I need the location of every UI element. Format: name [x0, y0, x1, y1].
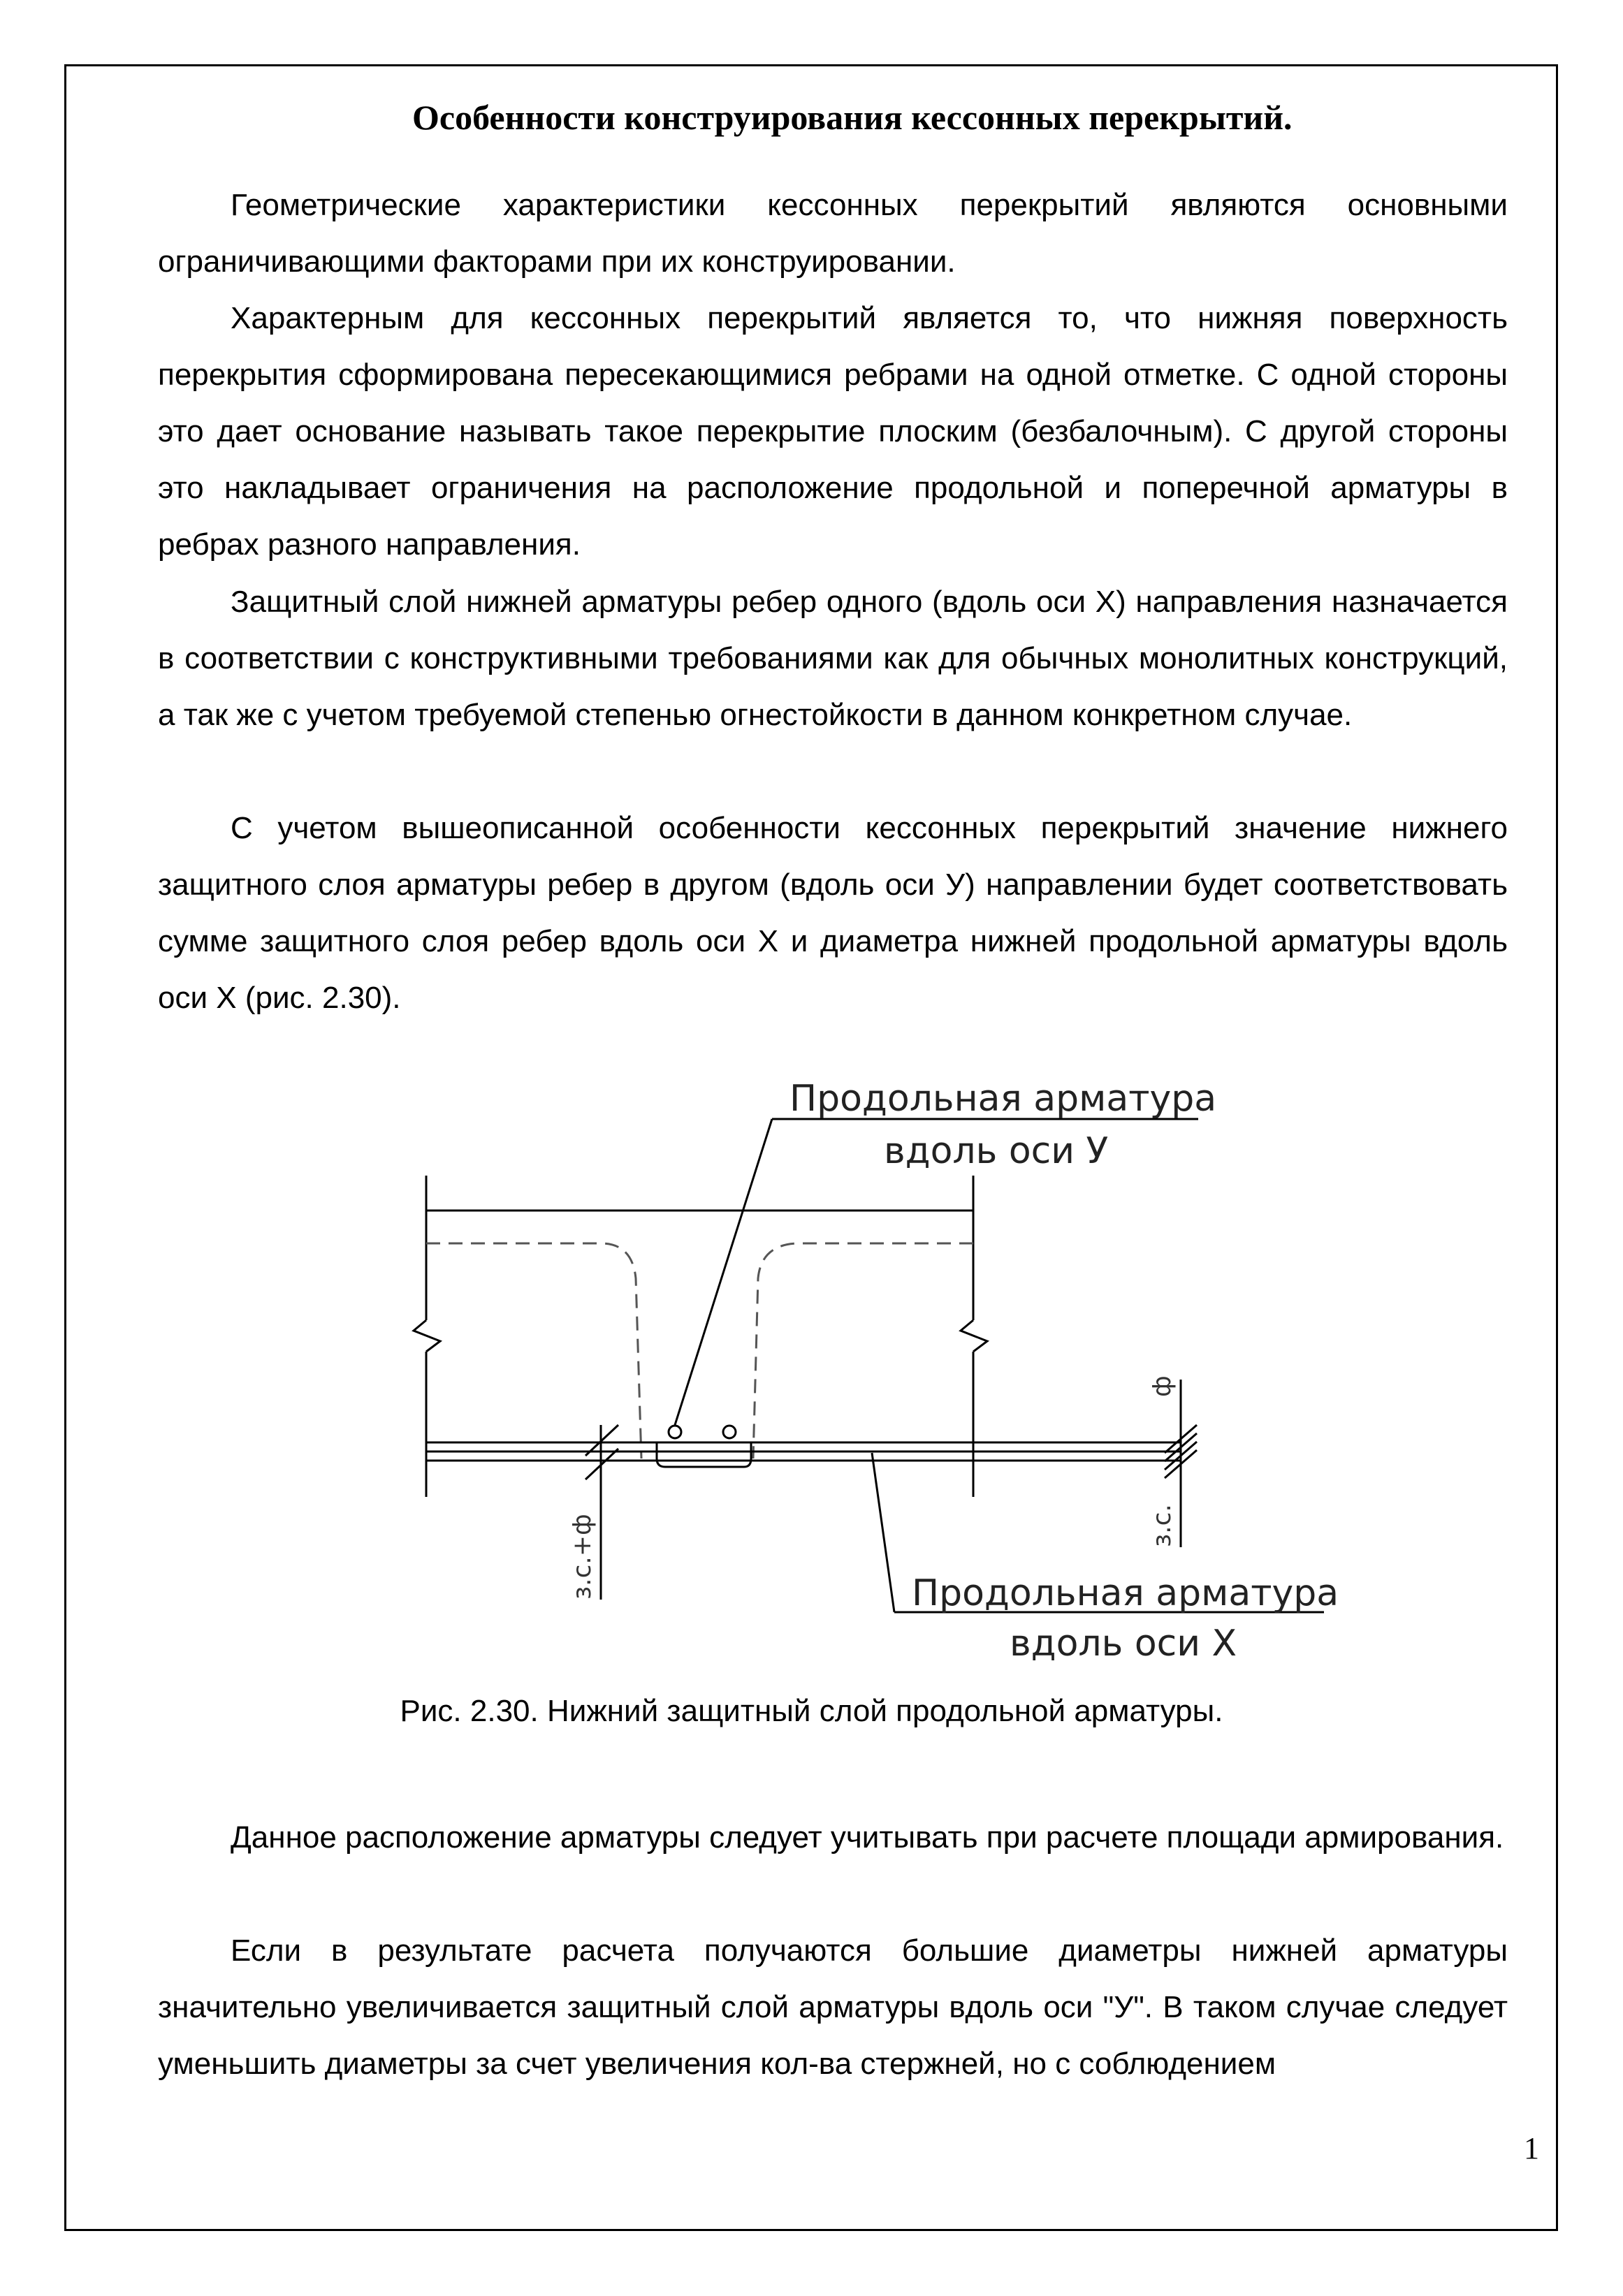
figure-caption: Рис. 2.30. Нижний защитный слой продольной арматуры. [400, 1694, 1223, 1728]
label-x-line1: Продольная арматура [912, 1572, 1339, 1614]
dim-left-label: з.с.+ф [568, 1514, 597, 1600]
page-number: 1 [1524, 2131, 1539, 2165]
dim-right-bottom-label: з.с. [1148, 1504, 1177, 1547]
paragraph-2: Характерным для кессонных перекрытий является то, что нижняя поверхность перекрытия сформирована пересекающимися ребрами на одной отметке. С одной стороны это дает основание называть такое перекрытие плоским (безбалочным). С другой стороны это накладывает ограничения на расположение продольной и поперечной арматуры в ребрах разного направления. [158, 301, 1508, 562]
label-y-line2: вдоль оси У [884, 1130, 1109, 1172]
paragraph-6: Если в результате расчета получаются большие диаметры нижней арматуры значительно увеличивается защитный слой арматуры вдоль оси "У". В таком случае следует уменьшить диаметры за счет увеличения кол-ва стержней, но с соблюдением [158, 1933, 1508, 2081]
document-title: Особенности конструирования кессонных перекрытий. [412, 98, 1293, 137]
label-y-line1: Продольная арматура [789, 1078, 1217, 1120]
label-x-line2: вдоль оси Х [1010, 1623, 1237, 1665]
paragraph-4: С учетом вышеописанной особенности кессонных перекрытий значение нижнего защитного слоя арматуры ребер в другом (вдоль оси У) направлении будет соответствовать сумме защитного слоя ребер вдоль оси Х и диаметра нижней продольной арматуры вдоль оси Х (рис. 2.30). [158, 811, 1508, 1015]
paragraph-1: Геометрические характеристики кессонных перекрытий являются основными ограничивающими факторами при их конструировании. [158, 188, 1508, 279]
paragraph-3: Защитный слой нижней арматуры ребер одного (вдоль оси Х) направления назначается в соответствии с конструктивными требованиями как для обычных монолитных конструкций, а так же с учетом требуемой степенью огнестойкости в данном конкретном случае. [158, 585, 1508, 732]
paragraph-5: Данное расположение арматуры следует учитывать при расчете площади армирования. [231, 1820, 1504, 1855]
dim-right-top-label: ф [1148, 1375, 1177, 1397]
